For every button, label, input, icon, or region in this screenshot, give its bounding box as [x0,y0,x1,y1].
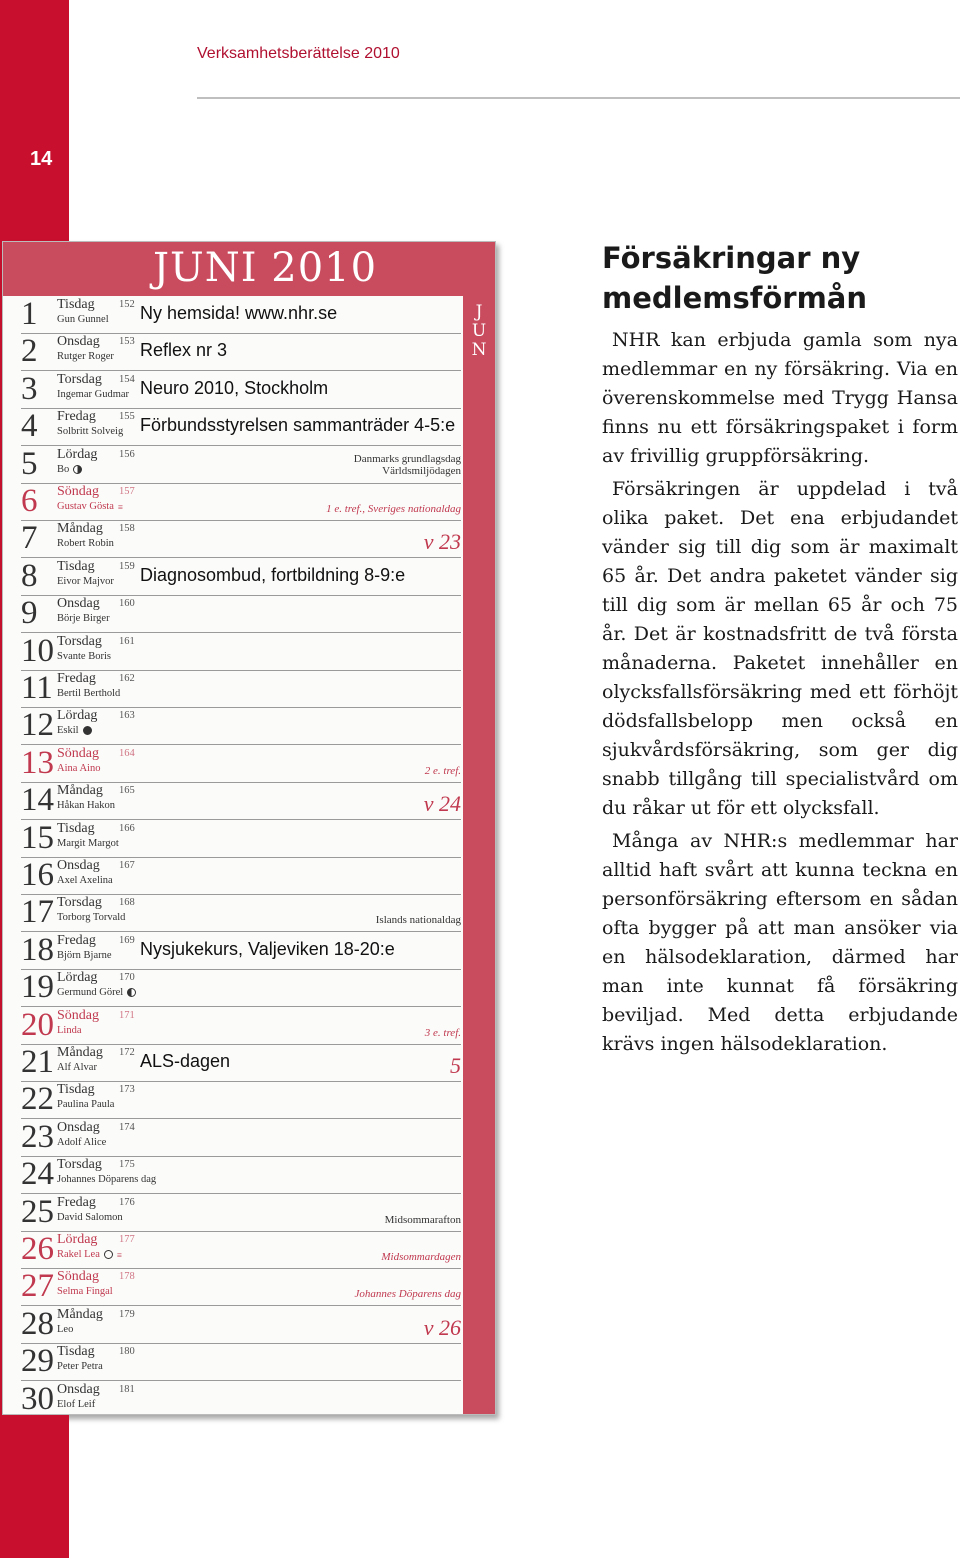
name-day [57,1361,103,1372]
calendar-day-row [21,1194,461,1232]
day-of-year: 168 [119,897,135,909]
day-number: 28 [21,1305,54,1342]
day-number: 9 [21,595,38,632]
calendar-day-row [21,1081,461,1119]
day-of-year: 164 [119,747,135,759]
calendar-month-strip [463,296,495,1414]
day-number: 13 [21,744,54,781]
weekday-name: Söndag [57,484,99,499]
weekday-name: Tisdag [57,297,95,312]
weekday-name: Måndag [57,1306,103,1322]
weekday-name: Onsdag [57,1119,100,1135]
weekday-name: Fredag [57,932,96,948]
name-day [57,1025,82,1036]
name-day-text: Adolf Alice [57,1136,107,1148]
name-day [57,464,82,475]
weekday-name: Torsdag [57,371,102,387]
name-day-text: Håkan Hakon [57,800,116,812]
weekday-name: Lördag [57,708,98,724]
day-number: 12 [21,707,54,744]
weekday-name: Lördag [57,446,98,462]
day-of-year: 163 [119,710,135,722]
weekday-name: Lördag [57,970,98,986]
calendar-day-row [21,483,461,521]
name-day-text: Leo [57,1323,74,1335]
article [602,238,958,1063]
article-paragraph: NHR kan erbjuda gamla som nya medlemmar en ny försäkring. Via en överenskommelse med Trygg Hansa finns nu ett försäkringspaket i form av frivillig gruppförsäkring. [602,329,958,467]
name-day [57,1249,121,1260]
weekday-name: Fredag [57,671,96,686]
day-of-year: 167 [119,860,135,871]
name-day-text: Linda [57,1024,82,1036]
page-number: 14 [30,148,53,170]
calendar-day-row [21,1044,461,1082]
day-of-year: 161 [119,635,135,647]
calendar-title: JUNI 2010 [153,245,378,291]
day-number: 10 [21,632,54,669]
name-day-text: Germund Görel [57,987,124,999]
day-number: 1 [21,296,38,332]
holiday-annotation: 2 e. tref. [424,764,461,777]
name-day [57,351,114,362]
day-number: 6 [21,483,38,519]
article-title: Försäkringar ny medlemsförmån [602,241,868,315]
day-of-year: 157 [119,486,135,497]
day-of-year: 180 [119,1346,135,1358]
name-day-text: Selma Fingal [57,1286,113,1298]
weekday-name: Torsdag [57,1157,102,1173]
calendar-day-row [21,932,461,970]
weekday-name: Tisdag [57,1082,95,1098]
day-number: 27 [21,1268,54,1305]
calendar-day-row [21,1306,461,1344]
event-note: Diagnosombud, fortbildning 8-9:e [140,564,406,585]
calendar-day-row [21,1381,461,1415]
name-day [57,875,113,886]
calendar-day-row [21,969,461,1007]
running-header: Verksamhetsberättelse 2010 [197,45,400,62]
name-day [57,1062,97,1073]
day-of-year: 154 [119,373,135,385]
name-day-text: Margit Margot [57,837,119,849]
calendar-day-row [21,371,461,409]
article-paragraph: Många av NHR:s medlemmar har alltid haft svårt att kunna teckna en personförsäkring eftersom en sådan ofta bygger på att man ansöker via en hälsodeklaration, därmed har man inte kunnat få försäkring beviljad. Med detta erbjudande krävs ingen hälsodeklaration. [602,830,958,1055]
day-number: 4 [21,408,38,445]
name-day-text: Torborg Torvald [57,912,126,924]
bottom-red-bar [0,1415,69,1558]
name-day-text: David Salomon [57,1211,123,1223]
name-day [57,651,111,662]
day-number: 19 [21,969,54,1006]
day-number: 26 [21,1231,54,1267]
weekday-name: Måndag [57,1045,103,1060]
holiday-annotation: 1 e. tref., Sveriges nationaldag [326,503,461,515]
day-number: 29 [21,1343,54,1380]
weekday-name: Måndag [57,783,103,799]
name-day [57,426,123,437]
calendar-day-row [21,894,461,932]
day-of-year: 178 [119,1271,135,1283]
day-of-year: 179 [119,1308,135,1320]
calendar-day-row [21,820,461,858]
week-number: v 26 [423,1314,461,1340]
name-day-text: Solbritt Solveig [57,426,124,438]
name-day [57,800,115,811]
weekday-name: Onsdag [57,596,100,612]
weekday-name: Fredag [57,1194,96,1210]
weekday-name: Lördag [57,1232,98,1247]
name-day-text: Bertil Berthold [57,688,121,699]
event-note: ALS-dagen [140,1051,231,1071]
event-note: Neuro 2010, Stockholm [140,377,329,398]
day-of-year: 176 [119,1196,135,1208]
day-number: 30 [21,1380,54,1415]
calendar-day-row [21,782,461,820]
day-of-year: 158 [119,523,135,535]
day-number: 14 [21,782,54,819]
name-day [57,1099,114,1110]
event-note: Förbundsstyrelsen sammanträder 4-5:e [140,415,456,436]
moon-phase-icon [83,726,92,735]
name-day-text: Rakel Lea [57,1249,100,1260]
name-day-text: Aina Aino [57,762,101,774]
day-of-year: 159 [119,560,135,572]
day-number: 2 [21,333,38,370]
calendar-image [2,241,496,1415]
name-day-text: Gun Gunnel [57,314,109,325]
calendar-day-row [21,707,461,745]
name-day [57,1137,106,1148]
name-day-text: Bo [57,463,70,475]
calendar-day-row [21,408,461,446]
day-of-year: 175 [119,1159,135,1171]
event-note: Nysjukekurs, Valjeviken 18-20:e [140,938,395,959]
day-of-year: 152 [119,299,135,310]
day-of-year: 166 [119,822,135,834]
name-day [57,1399,95,1410]
holiday-annotation: Danmarks grundlagsdag Världsmiljödagen [353,452,461,477]
day-number: 18 [21,931,54,968]
name-day-text: Gustav Gösta [57,501,114,512]
day-of-year: 153 [119,336,135,348]
name-day-text: Eivor Majvor [57,575,114,587]
moon-phase-icon [73,465,82,474]
day-of-year: 160 [119,598,135,610]
name-day-text: Peter Petra [57,1361,103,1373]
holiday-annotation: Midsommarafton [384,1213,461,1226]
calendar-day-row [21,745,461,783]
calendar-day-row [21,1343,461,1381]
name-day [57,838,119,849]
day-of-year: 177 [119,1234,135,1245]
weekday-name: Onsdag [57,858,100,873]
day-number: 3 [21,370,38,407]
weekday-name: Tisdag [57,820,95,836]
header-divider [197,97,960,99]
name-day [57,314,109,325]
weekday-name: Torsdag [57,633,102,649]
weekday-name: Söndag [57,1269,99,1285]
name-day-text: Robert Robin [57,538,114,550]
name-day [57,1324,73,1335]
name-day [57,538,114,549]
month-letter: J [475,302,483,322]
moon-phase-icon [127,988,136,997]
day-of-year: 165 [119,785,135,797]
flag-day-icon: ≡ [116,1249,121,1260]
event-note: Ny hemsida! www.nhr.se [140,303,338,323]
day-number: 17 [21,894,54,931]
name-day-text: Johannes Döparens dag [57,1174,157,1186]
name-day [57,725,92,736]
name-day [57,912,125,923]
day-of-year: 174 [119,1121,135,1133]
holiday-annotation: Islands nationaldag [375,914,461,927]
day-number: 25 [21,1193,54,1230]
weekday-name: Torsdag [57,895,102,911]
day-of-year: 169 [119,934,135,946]
day-of-year: 156 [119,448,135,460]
calendar-day-row [21,633,461,671]
name-day [57,613,110,624]
name-day-text: Rutger Roger [57,351,114,363]
name-day-text: Börje Birger [57,613,110,625]
weekday-name: Fredag [57,409,96,425]
name-day [57,688,120,699]
day-of-year: 170 [119,972,135,984]
day-of-year: 172 [119,1047,135,1058]
day-number: 7 [21,520,38,557]
week-number: v 24 [423,791,461,817]
name-day-text: Eskil [57,725,79,737]
week-number: 5 [450,1053,461,1078]
calendar-day-row [21,670,461,708]
name-day-text: Alf Alvar [57,1062,97,1073]
name-day [57,501,122,512]
weekday-name: Söndag [57,745,99,761]
event-note: Reflex nr 3 [140,340,228,361]
day-of-year: 181 [119,1383,135,1395]
name-day [57,987,136,998]
holiday-annotation: 3 e. tref. [424,1026,461,1039]
day-number: 22 [21,1081,54,1118]
calendar-day-row [21,520,461,558]
name-day-text: Axel Axelina [57,875,113,886]
name-day [57,763,100,774]
name-day-text: Paulina Paula [57,1099,115,1111]
day-number: 16 [21,857,54,893]
calendar-day-row [21,333,461,371]
name-day-text: Svante Boris [57,650,111,662]
week-number: v 23 [423,529,461,555]
name-day [57,576,114,587]
day-number: 8 [21,557,38,594]
day-number: 21 [21,1044,54,1080]
name-day [57,950,112,961]
holiday-annotation: Johannes Döparens dag [354,1288,461,1301]
name-day [57,1174,156,1185]
calendar-day-row [21,1268,461,1306]
weekday-name: Söndag [57,1007,99,1023]
day-of-year: 171 [119,1009,135,1021]
day-of-year: 162 [119,673,135,684]
day-number: 11 [21,670,53,706]
weekday-name: Tisdag [57,558,95,574]
day-number: 24 [21,1156,54,1193]
day-of-year: 173 [119,1084,135,1096]
day-number: 23 [21,1118,54,1155]
calendar-day-row [21,296,461,334]
calendar-day-row [21,1156,461,1194]
moon-phase-icon [104,1250,113,1259]
month-letter: U [471,321,487,341]
weekday-name: Tisdag [57,1344,95,1360]
day-number: 5 [21,445,38,482]
calendar-day-row [21,1119,461,1157]
weekday-name: Onsdag [57,1381,100,1397]
day-of-year: 155 [119,411,135,423]
calendar-day-row [21,857,461,895]
weekday-name: Måndag [57,521,103,537]
name-day-text: Ingemar Gudmar [57,388,130,400]
holiday-annotation: Midsommardagen [381,1251,461,1263]
weekday-name: Onsdag [57,334,100,350]
calendar-title-band [3,242,495,296]
name-day [57,1286,113,1297]
flag-day-icon: ≡ [117,501,122,512]
month-letter: N [471,340,487,360]
name-day-text: Björn Bjarne [57,949,112,961]
calendar-day-row [21,558,461,596]
calendar-day-row [21,1231,461,1269]
calendar-day-row [21,446,461,484]
name-day [57,1212,123,1223]
day-number: 15 [21,819,54,856]
name-day-text: Elof Leif [57,1398,96,1410]
calendar-day-row [21,1007,461,1045]
name-day [57,389,129,400]
calendar-day-row [21,595,461,633]
day-number: 20 [21,1006,54,1043]
article-paragraph: Försäkringen är uppdelad i två olika paket. Det ena erbjudandet vänder sig till dig som är maximalt 65 år. Det andra paketet vänder sig till dig som är mellan 65 år och 75 år. Det är kostnadsfritt de två första månaderna. Paketet innehåller en olycksfallsförsäkring med ett förhöjt dödsfallsbelopp men också en sjukvårdsförsäkring, som ger dig snabb tillgång till specialistvård om du råkar ut för ett olycksfall. [602,478,958,819]
